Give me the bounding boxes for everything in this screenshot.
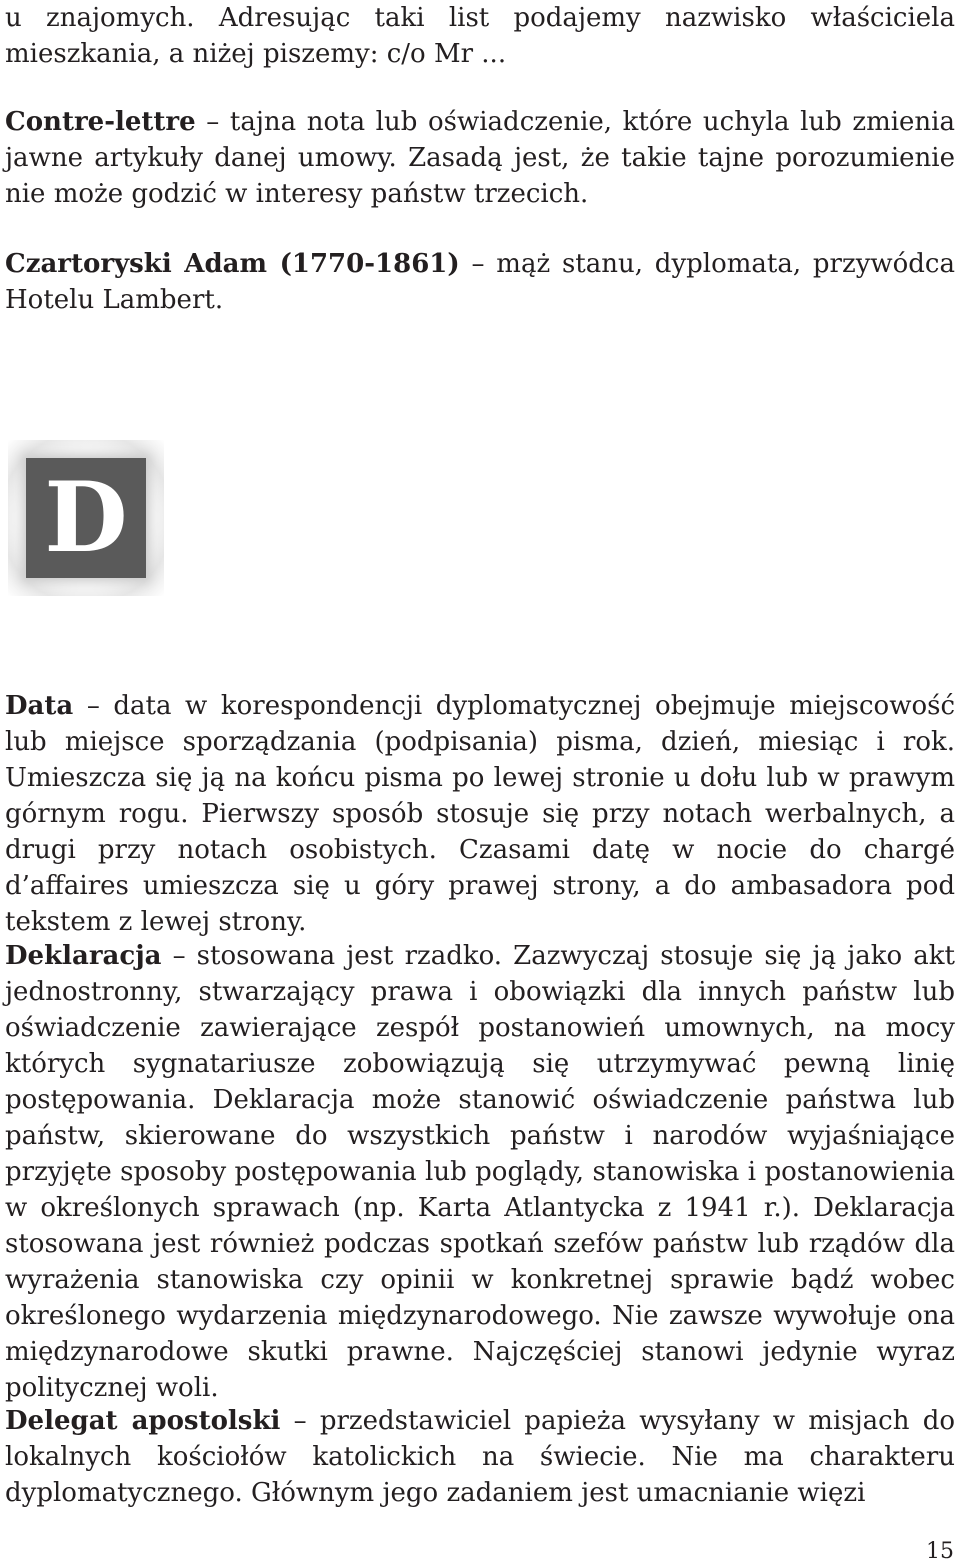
entry-term: Czartoryski Adam (1770-1861) bbox=[5, 249, 460, 279]
entry-definition: – mąż stanu, dyplomata, przywódca Hotelu Lambert. bbox=[5, 249, 955, 315]
section-letter-badge bbox=[8, 440, 164, 596]
entry-deklaracja bbox=[5, 938, 955, 1406]
entry-definition: – data w korespondencji dyplomatycznej obejmuje miejscowość lub miejsce sporządzania (podpisania) pisma, dzień, miesiąc i rok. Umieszcza się ją na końcu pisma po lewej stronie u dołu lub w prawym górnym rogu. Pierwszy sposób stosuje się przy notach werbalnych, a drugi przy notach osobistych. Czasami datę w nocie do chargé d’affaires umieszcza się u góry prawej strony, a do ambasadora pod tekstem z lewej strony. bbox=[5, 691, 955, 937]
paragraph-continuation bbox=[5, 0, 955, 72]
section-letter: D bbox=[44, 461, 128, 574]
entry-term: Data bbox=[5, 691, 74, 721]
entry-data bbox=[5, 688, 955, 940]
entry-definition: – stosowana jest rzadko. Zazwyczaj stosuje się ją jako akt jednostronny, stwarzający prawa i obowiązki dla innych państw lub oświadczenie zawierające zespół postanowień umownych, na mocy których sygnatariusze zobowiązują się utrzymywać pewną linię postępowania. Deklaracja może stanowić oświadczenie państwa lub państw, skierowane do wszystkich państw i narodów wyjaśniające przyjęte sposoby postępowania lub poglądy, stanowiska i postanowienia w określonych sprawach (np. Karta Atlantycka z 1941 r.). Deklaracja stosowana jest również podczas spotkań szefów państw lub rządów dla wyrażenia stanowiska czy opinii w konkretnej sprawie bądź wobec określonego wydarzenia międzynarodowego. Nie zawsze wywołuje ona międzynarodowe skutki prawne. Najczęściej stanowi jedynie wyraz politycznej woli. bbox=[5, 941, 955, 1403]
entry-czartoryski bbox=[5, 246, 955, 318]
entry-term: Deklaracja bbox=[5, 941, 162, 971]
entry-term: Delegat apostolski bbox=[5, 1406, 281, 1436]
entry-contre-lettre bbox=[5, 104, 955, 212]
section-letter-tile bbox=[26, 458, 146, 578]
paragraph-text: u znajomych. Adresując taki list podajemy nazwisko właściciela mieszkania, a niżej piszemy: c/o Mr ... bbox=[5, 3, 955, 69]
entry-delegat-apostolski bbox=[5, 1403, 955, 1511]
entry-definition: – przedstawiciel papieża wysyłany w misjach do lokalnych kościołów katolickich na świecie. Nie ma charakteru dyplomatycznego. Głównym jego zadaniem jest umacnianie więzi bbox=[5, 1406, 956, 1508]
entry-definition: – tajna nota lub oświadczenie, które uchyla lub zmienia jawne artykuły danej umowy. Zasadą jest, że takie tajne porozumienie nie może godzić w interesy państw trzecich. bbox=[5, 107, 955, 209]
page-number: 15 bbox=[926, 1539, 954, 1564]
entry-term: Contre-lettre bbox=[5, 107, 196, 137]
